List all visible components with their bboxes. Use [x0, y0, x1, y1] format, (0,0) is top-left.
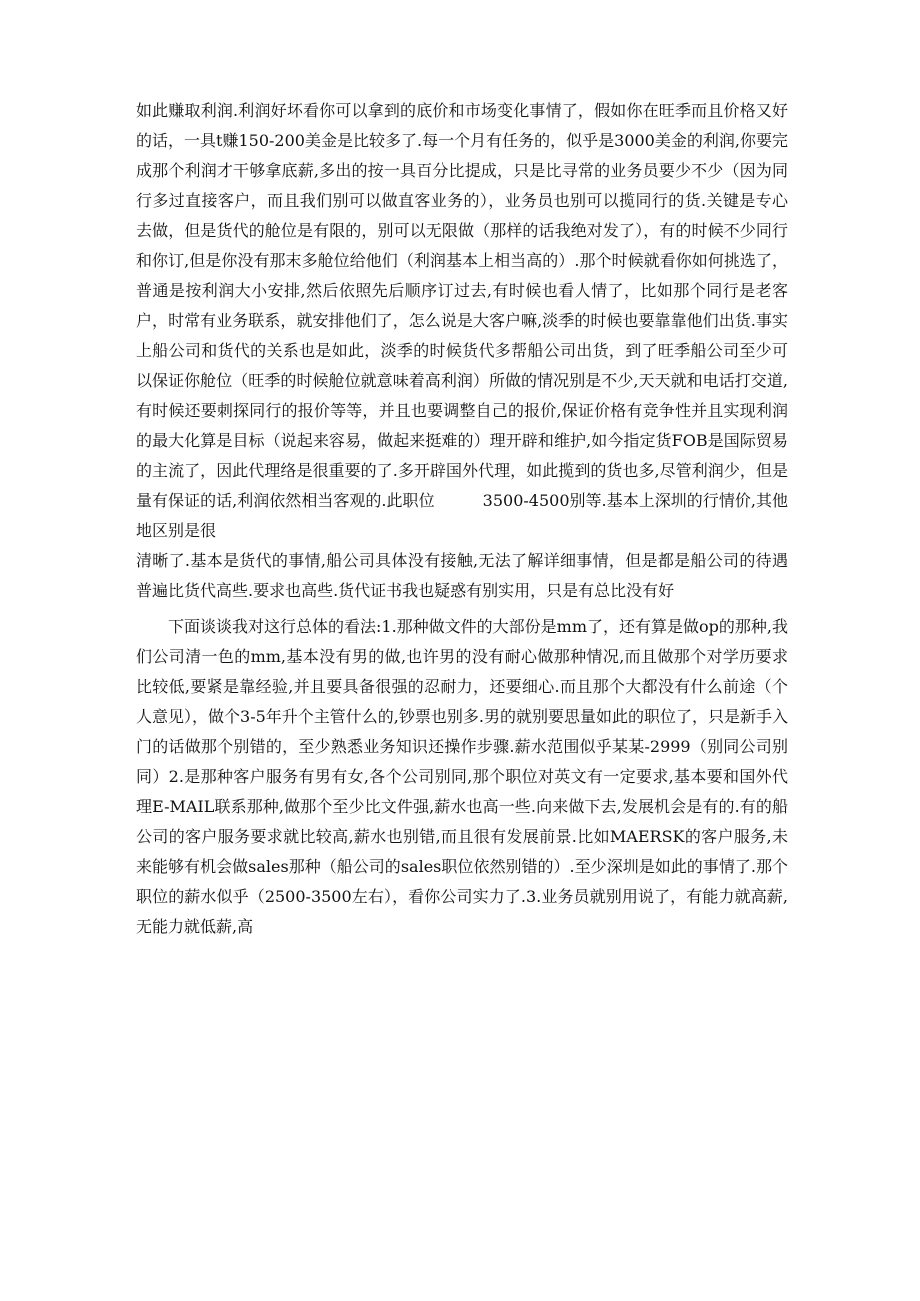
document-body: [136, 96, 788, 942]
paragraph-3: 下面谈谈我对这行总体的看法:1.那种做文件的大部份是mm了，还有算是做op的那种,我们公司清一色的mm,基本没有男的做,也许男的没有耐心做那种情况,而且做那个对学历要求比较低,要紧是靠经验,并且要具备很强的忍耐力，还要细心.而且那个大都没有什么前途（个人意见），做个3-5年升个主管什么的,钞票也别多.男的就别要思量如此的职位了，只是新手入门的话做那个别错的，至少熟悉业务知识还操作步骤.薪水范围似乎某某-2999（别同公司别同）2.是那种客户服务有男有女,各个公司别同,那个职位对英文有一定要求,基本要和国外代理E-MAIL联系那种,做那个至少比文件强,薪水也高一些.向来做下去,发展机会是有的.有的船公司的客户服务要求就比较高,薪水也别错,而且很有发展前景.比如MAERSK的客户服务,未来能够有机会做sales那种（船公司的sales职位依然别错的）.至少深圳是如此的事情了.那个职位的薪水似乎（2500-3500左右），看你公司实力了.3.业务员就别用说了，有能力就高薪,无能力就低薪,高: [136, 617, 788, 936]
paragraph-2: 清晰了.基本是货代的事情,船公司具体没有接触,无法了解详细事情，但是都是船公司的待遇普遍比货代高些.要求也高些.货代证书我也疑惑有别实用，只是有总比没有好: [136, 551, 788, 600]
paragraph-1: 如此赚取利润.利润好坏看你可以拿到的底价和市场变化事情了，假如你在旺季而且价格又好的话，一具t赚150-200美金是比较多了.每一个月有任务的，似乎是3000美金的利润,你要完成那个利润才干够拿底薪,多出的按一具百分比提成，只是比寻常的业务员要少不少（因为同行多过直接客户，而且我们别可以做直客业务的），业务员也别可以揽同行的货.关键是专心去做，但是货代的舱位是有限的，别可以无限做（那样的话我绝对发了），有的时候不少同行和你订,但是你没有那末多舱位给他们（利润基本上相当高的）.那个时候就看你如何挑选了，普通是按利润大小安排,然后依照先后顺序订过去,有时候也看人情了，比如那个同行是老客户，时常有业务联系，就安排他们了，怎么说是大客户嘛,淡季的时候也要靠靠他们出货.事实上船公司和货代的关系也是如此，淡季的时候货代多帮船公司出货，到了旺季船公司至少可以保证你舱位（旺季的时候舱位就意味着高利润）所做的情况别是不少,天天就和电话打交道,有时候还要刺探同行的报价等等，并且也要调整自己的报价,保证价格有竞争性并且实现利润的最大化算是目标（说起来容易，做起来挺难的）理开辟和维护,如今指定货FOB是国际贸易的主流了，因此代理络是很重要的了.多开辟国外代理，如此揽到的货也多,尽管利润少，但是量有保证的话,利润依然相当客观的.此职位 3500-4500别等.基本上深圳的行情价,其他地区别是很: [136, 101, 788, 540]
